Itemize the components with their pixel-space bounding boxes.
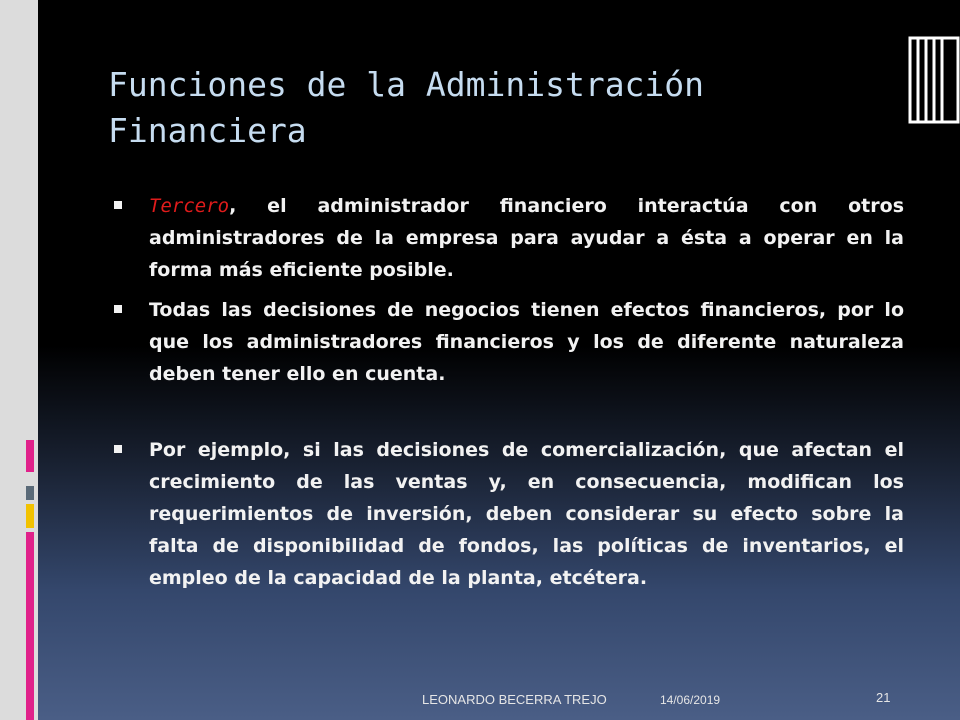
- bullet-emphasis: Tercero: [149, 195, 230, 217]
- accent-stripe-yellow: [26, 504, 34, 528]
- bullet-text: Por ejemplo, si las decisiones de comercialización, que afectan el crecimiento de las ventas y, en consecuencia, modifican los requerimientos de inversión, deben considerar su efecto sobre la falta de disponibilidad de fondos, las políticas de inventarios, el empleo de la capacidad de la planta, etcétera.: [149, 439, 904, 589]
- slide-canvas: [38, 0, 960, 720]
- bullet-item: [114, 434, 904, 594]
- bullet-text: , el administrador financiero interactúa con otros administradores de la empresa para ayudar a ésta a operar en la forma más eficiente posible.: [149, 195, 904, 281]
- bullet-item: [114, 190, 904, 286]
- square-bullet-icon: [114, 201, 122, 209]
- accent-stripe-pink-long: [26, 532, 34, 720]
- page-number: 21: [876, 690, 891, 705]
- accent-stripe-pink: [26, 440, 34, 472]
- accent-stripe-gray: [26, 486, 34, 500]
- bullet-list: [114, 190, 904, 594]
- footer-author: LEONARDO BECERRA TREJO: [422, 692, 607, 707]
- bullet-item: [114, 294, 904, 390]
- square-bullet-icon: [114, 305, 122, 313]
- slide-title: Funciones de la Administración Financiera: [108, 65, 705, 150]
- left-accent-bar: [0, 0, 38, 720]
- footer-date: 14/06/2019: [660, 693, 721, 707]
- square-bullet-icon: [114, 445, 122, 453]
- stacked-pages-icon: [904, 34, 960, 126]
- bullet-text: Todas las decisiones de negocios tienen efectos financieros, por lo que los administradores financieros y los de diferente naturaleza deben tener ello en cuenta.: [149, 299, 904, 385]
